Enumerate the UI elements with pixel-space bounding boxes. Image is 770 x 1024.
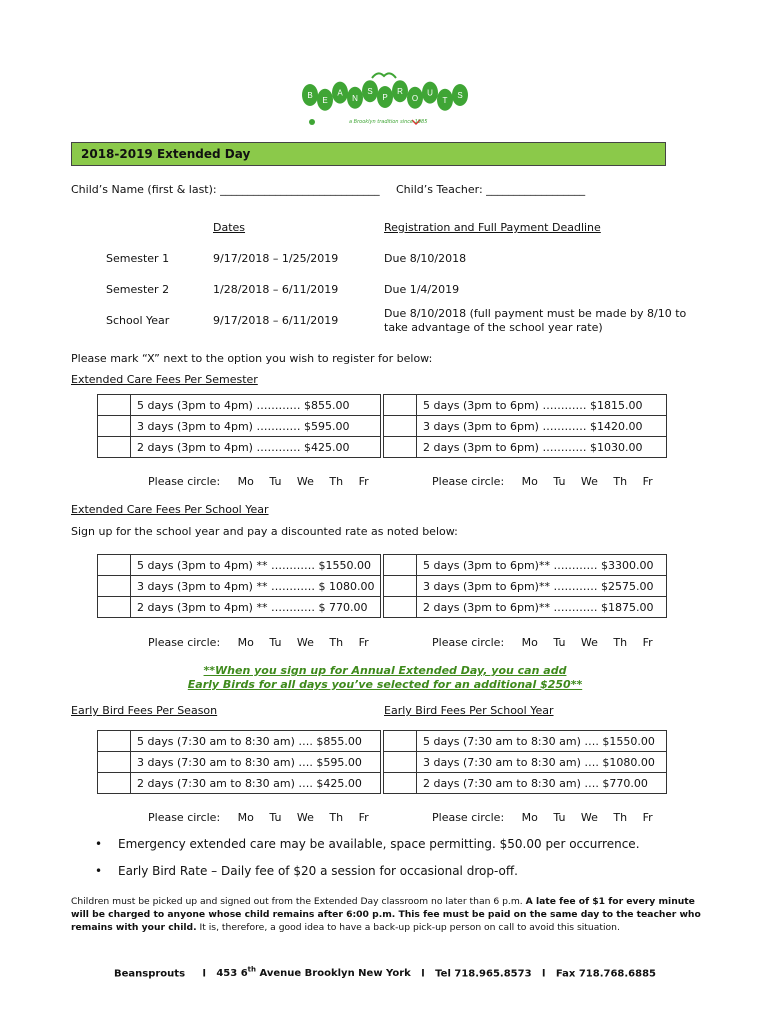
fee-option: 5 days (3pm to 6pm) ………… $1815.00 [417, 395, 667, 416]
fee-option: 2 days (3pm to 6pm) ………… $1030.00 [417, 437, 667, 458]
fee-option: 2 days (7:30 am to 8:30 am) …. $770.00 [417, 773, 667, 794]
address-street: Avenue Brooklyn New York [256, 968, 411, 980]
logo-letter: T [442, 95, 448, 105]
address-sup: th [247, 966, 257, 974]
logo-letter: U [427, 88, 433, 98]
fee-option: 3 days (7:30 am to 8:30 am) …. $1080.00 [417, 752, 667, 773]
checkbox[interactable] [98, 597, 131, 618]
fee-option: 3 days (3pm to 6pm)** ………… $2575.00 [417, 576, 667, 597]
bullet-icon: • [95, 864, 103, 878]
annual-note-line1: **When you sign up for Annual Extended Day, you can add [203, 664, 567, 677]
checkbox[interactable] [98, 731, 131, 752]
day-mo[interactable]: Mo [521, 475, 538, 488]
child-name-field[interactable]: Child’s Name (first & last): _____________________________ [71, 183, 380, 196]
please-circle-label: Please circle: [148, 636, 221, 649]
logo-letter: B [307, 91, 313, 100]
fee-option: 5 days (7:30 am to 8:30 am) …. $1550.00 [417, 731, 667, 752]
day-circle-row [148, 811, 381, 824]
checkbox[interactable] [384, 773, 417, 794]
footer-tel: Tel 718.965.8573 [435, 968, 532, 980]
early-bird-left-table [97, 730, 381, 794]
semester-heading: Extended Care Fees Per Semester [71, 373, 258, 386]
day-th[interactable]: Th [613, 811, 628, 824]
deadline-header: Registration and Full Payment Deadline [384, 221, 601, 234]
day-tu[interactable]: Tu [553, 636, 566, 649]
fee-option: 5 days (7:30 am to 8:30 am) …. $855.00 [131, 731, 381, 752]
fee-option: 2 days (7:30 am to 8:30 am) …. $425.00 [131, 773, 381, 794]
pickup-text: Children must be picked up and signed out from the Extended Day classroom no later than 6 p.m. [71, 896, 526, 907]
checkbox[interactable] [98, 576, 131, 597]
checkbox[interactable] [384, 597, 417, 618]
day-fr[interactable]: Fr [642, 811, 653, 824]
day-we[interactable]: We [580, 475, 598, 488]
checkbox[interactable] [98, 752, 131, 773]
day-circle-row [432, 636, 665, 649]
bullet-icon: • [95, 837, 103, 851]
day-we[interactable]: We [296, 811, 314, 824]
schedule-deadline: Due 8/10/2018 (full payment must be made by 8/10 to [384, 307, 687, 320]
title-bar [71, 142, 666, 166]
day-tu[interactable]: Tu [269, 475, 282, 488]
bullet-early-bird: Early Bird Rate – Daily fee of $20 a session for occasional drop-off. [118, 864, 518, 878]
checkbox[interactable] [384, 731, 417, 752]
fee-option: 5 days (3pm to 6pm)** ………… $3300.00 [417, 555, 667, 576]
logo-letter: R [397, 87, 403, 97]
day-mo[interactable]: Mo [521, 811, 538, 824]
day-mo[interactable]: Mo [237, 475, 254, 488]
checkbox[interactable] [98, 437, 131, 458]
sprout-icon [372, 73, 396, 78]
day-we[interactable]: We [296, 636, 314, 649]
logo-letter: E [322, 95, 328, 105]
address-number: 453 6 [216, 968, 248, 980]
fee-option: 3 days (3pm to 4pm) ** ………… $ 1080.00 [131, 576, 381, 597]
please-circle-label: Please circle: [432, 475, 505, 488]
logo-tagline: a Brooklyn tradition since 1985 [349, 119, 428, 125]
day-tu[interactable]: Tu [553, 475, 566, 488]
checkbox[interactable] [384, 416, 417, 437]
day-mo[interactable]: Mo [237, 636, 254, 649]
early-bird-year-heading: Early Bird Fees Per School Year [384, 704, 554, 717]
day-we[interactable]: We [296, 475, 314, 488]
day-th[interactable]: Th [329, 475, 344, 488]
day-we[interactable]: We [580, 811, 598, 824]
day-th[interactable]: Th [329, 811, 344, 824]
page-title: 2018-2019 Extended Day [81, 147, 251, 161]
checkbox[interactable] [384, 555, 417, 576]
bean-icon [309, 119, 315, 125]
footer-sep: l [421, 968, 425, 980]
day-th[interactable]: Th [613, 475, 628, 488]
checkbox[interactable] [98, 395, 131, 416]
day-tu[interactable]: Tu [269, 636, 282, 649]
late-fee-text: A late fee of $1 for every minute will be charged to anyone whose child remains after 6:00 p.m. This fee must be paid on the same day to the teacher who remains with your child. [71, 896, 701, 933]
checkbox[interactable] [98, 416, 131, 437]
please-circle-label: Please circle: [432, 636, 505, 649]
fee-option: 3 days (3pm to 6pm) ………… $1420.00 [417, 416, 667, 437]
early-bird-right-table [383, 730, 667, 794]
please-circle-label: Please circle: [148, 475, 221, 488]
schedule-term: School Year [106, 314, 170, 327]
day-fr[interactable]: Fr [642, 636, 653, 649]
day-we[interactable]: We [580, 636, 598, 649]
day-circle-row [148, 475, 381, 488]
teacher-field[interactable]: Child’s Teacher: __________________ [396, 183, 586, 196]
checkbox[interactable] [384, 395, 417, 416]
fee-option: 3 days (3pm to 4pm) ………… $595.00 [131, 416, 381, 437]
checkbox[interactable] [384, 576, 417, 597]
school-year-right-table [383, 554, 667, 618]
footer-address [216, 968, 410, 979]
instruction-text: Please mark “X” next to the option you wish to register for below: [71, 352, 433, 365]
day-circle-row [432, 811, 665, 824]
checkbox[interactable] [384, 437, 417, 458]
day-mo[interactable]: Mo [237, 811, 254, 824]
pickup-advice: It is, therefore, a good idea to have a back-up pick-up person on call to avoid this situation. [196, 922, 620, 933]
day-fr[interactable]: Fr [358, 475, 369, 488]
dates-header: Dates [213, 221, 246, 234]
day-tu[interactable]: Tu [553, 811, 566, 824]
fee-option: 3 days (7:30 am to 8:30 am) …. $595.00 [131, 752, 381, 773]
day-circle-row [432, 475, 665, 488]
footer-sep: l [542, 968, 546, 980]
semester-right-table [383, 394, 667, 458]
day-mo[interactable]: Mo [521, 636, 538, 649]
checkbox[interactable] [384, 752, 417, 773]
logo-letter: O [411, 93, 419, 103]
checkbox[interactable] [98, 773, 131, 794]
day-circle-row [148, 636, 381, 649]
footer-sep: l [202, 968, 206, 980]
logo-letter: P [382, 93, 388, 102]
schedule-deadline-cont: take advantage of the school year rate) [384, 321, 603, 334]
semester-left-table [97, 394, 381, 458]
schedule-dates: 9/17/2018 – 6/11/2019 [213, 314, 339, 327]
fee-option: 2 days (3pm to 6pm)** ………… $1875.00 [417, 597, 667, 618]
bullet-emergency: Emergency extended care may be available, space permitting. $50.00 per occurrence. [118, 837, 640, 851]
footer-fax: Fax 718.768.6885 [555, 968, 656, 980]
schedule-dates: 1/28/2018 – 6/11/2019 [213, 283, 339, 296]
school-year-heading: Extended Care Fees Per School Year [71, 503, 269, 516]
schedule-term: Semester 2 [106, 283, 170, 296]
logo-letter: N [352, 93, 358, 103]
day-fr[interactable]: Fr [642, 475, 653, 488]
fee-option: 2 days (3pm to 4pm) ………… $425.00 [131, 437, 381, 458]
please-circle-label: Please circle: [148, 811, 221, 824]
fee-option: 5 days (3pm to 4pm) ** ………… $1550.00 [131, 555, 381, 576]
early-bird-season-heading: Early Bird Fees Per Season [71, 704, 218, 717]
page-footer [0, 966, 770, 979]
schedule-term: Semester 1 [106, 252, 170, 265]
footer-name: Beansprouts [113, 968, 186, 980]
school-year-left-table [97, 554, 381, 618]
logo-letter: A [337, 88, 343, 98]
day-th[interactable]: Th [613, 636, 628, 649]
fee-option: 5 days (3pm to 4pm) ………… $855.00 [131, 395, 381, 416]
please-circle-label: Please circle: [432, 811, 505, 824]
annual-note-line2: Early Birds for all days you’ve selected for an additional $250** [187, 678, 583, 691]
logo-letter: S [367, 87, 373, 97]
day-fr[interactable]: Fr [358, 811, 369, 824]
logo-letter: S [457, 91, 463, 100]
day-th[interactable]: Th [329, 636, 344, 649]
day-tu[interactable]: Tu [269, 811, 282, 824]
schedule-dates: 9/17/2018 – 1/25/2019 [213, 252, 339, 265]
school-year-subtext: Sign up for the school year and pay a discounted rate as noted below: [71, 525, 458, 538]
pickup-policy [71, 895, 701, 934]
schedule-deadline: Due 8/10/2018 [384, 252, 467, 265]
day-fr[interactable]: Fr [358, 636, 369, 649]
checkbox[interactable] [98, 555, 131, 576]
schedule-deadline: Due 1/4/2019 [384, 283, 460, 296]
fee-option: 2 days (3pm to 4pm) ** ………… $ 770.00 [131, 597, 381, 618]
